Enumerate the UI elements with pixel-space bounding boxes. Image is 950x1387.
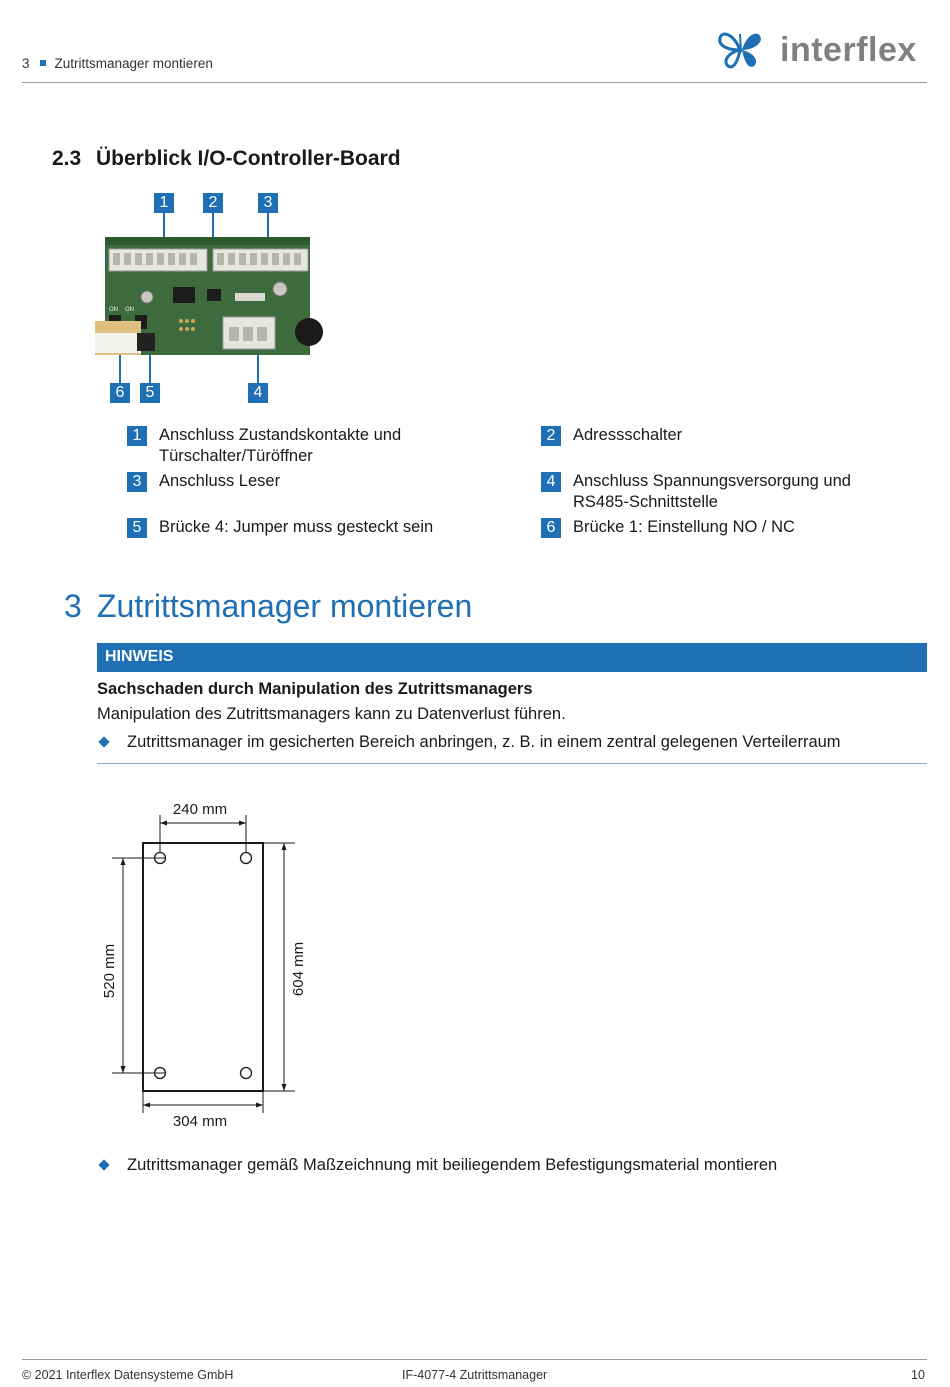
notice-text: Manipulation des Zutrittsmanagers kann zu Datenverlust führen.: [97, 705, 566, 723]
mount-bullet-text: Zutrittsmanager gemäß Maßzeichnung mit beiliegendem Befestigungsmaterial montieren: [127, 1156, 778, 1174]
diamond-bullet-icon: [98, 736, 109, 747]
callout-badge-5: 5: [140, 383, 160, 403]
legend-text: Anschluss Zustandskontakte und Türschalter/Türöffner: [159, 426, 402, 465]
callout-badge-3: 3: [258, 193, 278, 213]
footer-rule: [22, 1359, 927, 1360]
legend-badge: 3: [127, 472, 147, 492]
chapter-number: 3: [64, 588, 82, 624]
mounting-dimension-drawing: [90, 795, 320, 1135]
notice-title: Sachschaden durch Manipulation des Zutrittsmanagers: [97, 680, 533, 698]
legend-text: Brücke 4: Jumper muss gesteckt sein: [159, 518, 434, 536]
diamond-bullet-icon: [98, 1159, 109, 1170]
dim-width-bottom: 304 mm: [172, 1113, 228, 1130]
callout-leaders: [0, 0, 400, 420]
footer-page-number: 10: [911, 1368, 925, 1382]
notice-header-bar: [97, 643, 927, 672]
legend-badge: 6: [541, 518, 561, 538]
butterfly-icon: [716, 28, 766, 72]
logo-wordmark: interflex: [780, 31, 917, 69]
chapter-heading-3: [64, 588, 472, 625]
dim-height-left: 520 mm: [101, 943, 118, 999]
mount-bullet: [97, 1156, 777, 1175]
section-title: Überblick I/O-Controller-Board: [96, 147, 401, 170]
notice-label: HINWEIS: [105, 648, 174, 665]
section-number: 2.3: [52, 147, 82, 170]
interflex-logo: [716, 28, 931, 72]
board-on-label-2: ON: [125, 307, 134, 313]
notice-bullet: [97, 733, 841, 752]
legend-badge: 5: [127, 518, 147, 538]
header-chapter-title: Zutrittsmanager montieren: [54, 56, 213, 71]
footer-document-id: IF-4077-4 Zutrittsmanager: [402, 1368, 548, 1382]
dim-width-top: 240 mm: [172, 801, 228, 818]
legend-text: Adressschalter: [573, 426, 683, 444]
legend-badge: 1: [127, 426, 147, 446]
callout-badge-6: 6: [110, 383, 130, 403]
legend-badge: 4: [541, 472, 561, 492]
io-controller-board-photo: [95, 237, 330, 357]
legend-text: Brücke 1: Einstellung NO / NC: [573, 518, 795, 536]
header-chapter-number: 3: [22, 56, 30, 71]
callout-badge-1: 1: [154, 193, 174, 213]
legend-badge: 2: [541, 426, 561, 446]
dim-height-right: 604 mm: [290, 941, 307, 997]
notice-bullet-text: Zutrittsmanager im gesicherten Bereich anbringen, z. B. in einem zentral gelegenen Verteilerraum: [127, 733, 841, 751]
notice-separator: [97, 763, 927, 764]
chapter-title: Zutrittsmanager montieren: [97, 588, 473, 624]
callout-badge-2: 2: [203, 193, 223, 213]
legend-text: Anschluss Leser: [159, 472, 281, 490]
legend-text: Anschluss Spannungsversorgung und RS485-Schnittstelle: [573, 472, 851, 511]
board-on-label-1: ON: [109, 307, 118, 313]
footer-copyright: © 2021 Interflex Datensysteme GmbH: [22, 1368, 234, 1382]
callout-badge-4: 4: [248, 383, 268, 403]
